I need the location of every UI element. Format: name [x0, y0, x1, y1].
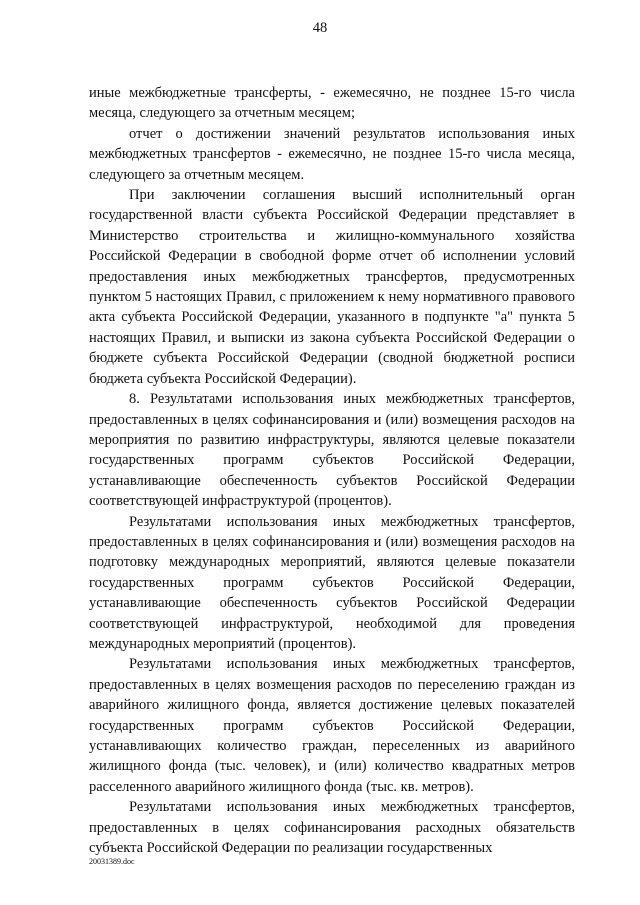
footer-filename: 20031389.doc	[89, 857, 135, 866]
page-number: 48	[312, 20, 328, 36]
paragraph-3: При заключении соглашения высший исполнительный орган государственной власти субъекта Российской Федерации представляет в Министерство строительства и жилищно-коммунального хозяйства Российской Федерации в свободной форме отчет об исполнении условий предоставления иных межбюджетных трансфертов, предусмотренных пунктом 5 настоящих Правил, с приложением к нему нормативного правового акта субъекта Российской Федерации, указанного в подпункте "а" пункта 5 настоящих Правил, и выписки из закона субъекта Российской Федерации о бюджете субъекта Российской Федерации (сводной бюджетной росписи бюджета субъекта Российской Федерации).	[89, 187, 575, 387]
paragraph-7: Результатами использования иных межбюджетных трансфертов, предоставленных в целях софинансирования расходных обязательств субъекта Российской Федерации по реализации государственных	[89, 799, 575, 857]
paragraph-2: отчет о достижении значений результатов использования иных межбюджетных трансфертов - ежемесячно, не позднее 15-го числа месяца, следующего за отчетным месяцем.	[89, 125, 575, 183]
paragraph-4: 8. Результатами использования иных межбюджетных трансфертов, предоставленных в целях софинансирования и (или) возмещения расходов на мероприятия по развитию инфраструктуры, являются целевые показатели государственных программ субъектов Российской Федерации, устанавливающие обеспеченность субъектов Российской Федерации соответствующей инфраструктурой (процентов).	[89, 391, 575, 510]
paragraph-6: Результатами использования иных межбюджетных трансфертов, предоставленных в целях возмещения расходов по переселению граждан из аварийного жилищного фонда, является достижение целевых показателей государственных программ субъектов Российской Федерации, устанавливающих количество граждан, переселенных из аварийного жилищного фонда (тыс. человек), и (или) количество квадратных метров расселенного аварийного жилищного фонда (тыс. кв. метров).	[89, 656, 575, 795]
document-body	[89, 83, 575, 858]
paragraph-1: иные межбюджетные трансферты, - ежемесячно, не позднее 15-го числа месяца, следующего за отчетным месяцем;	[89, 85, 575, 122]
paragraph-5: Результатами использования иных межбюджетных трансфертов, предоставленных в целях софинансирования и (или) возмещения расходов на подготовку международных мероприятий, являются целевые показатели государственных программ субъектов Российской Федерации, устанавливающие обеспеченность субъектов Российской Федерации соответствующей инфраструктурой, необходимой для проведения международных мероприятий (процентов).	[89, 513, 575, 652]
